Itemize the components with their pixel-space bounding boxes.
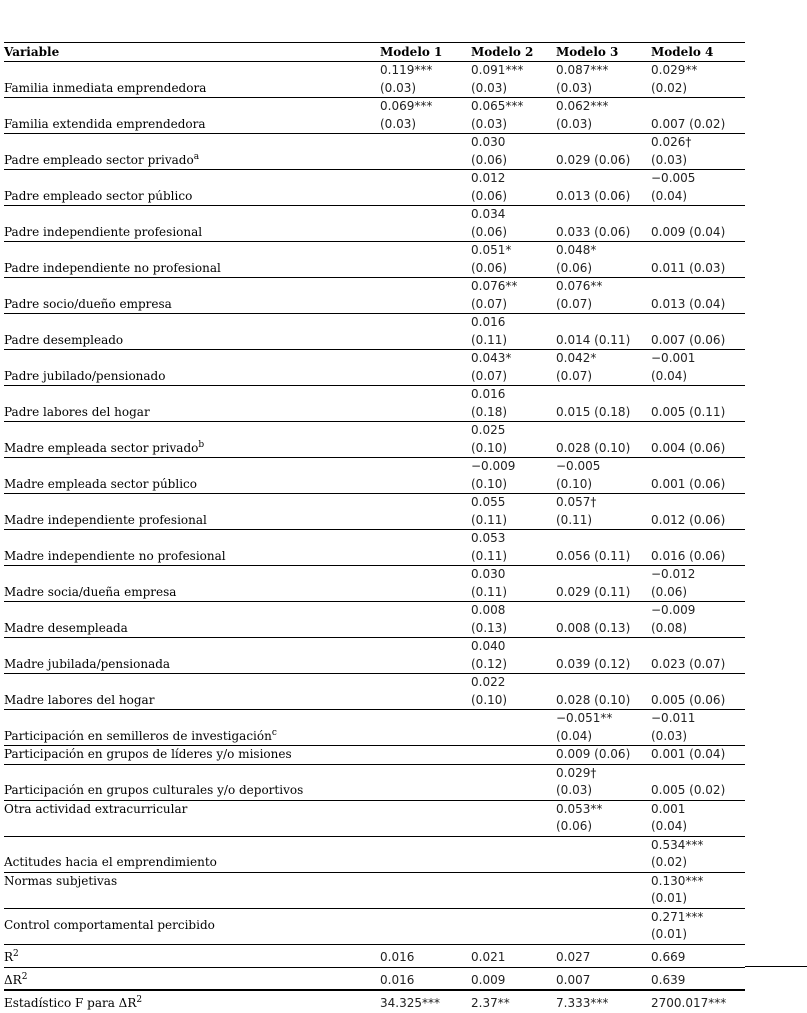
modelo-3-value: 0.056 (0.11) [556, 548, 631, 563]
modelo-1-value [380, 746, 471, 765]
variable-label-cell [4, 314, 380, 350]
modelo-1-value: 0.069*** (0.03) [380, 99, 433, 131]
variable-label-cell [4, 908, 380, 944]
stat-row [4, 967, 745, 990]
modelo-2-value: 0.034 (0.06) [471, 207, 508, 239]
modelo-4-value: 0.534*** (0.02) [651, 837, 704, 869]
table-row [4, 746, 745, 765]
modelo-4-value: −0.009 (0.08) [651, 603, 696, 635]
modelo-1-value: 0.016 [380, 950, 415, 964]
modelo-1-value [380, 674, 471, 710]
modelo-2-value: 0.012 (0.06) [471, 171, 508, 203]
modelo-3-value: 0.013 (0.06) [556, 188, 631, 203]
variable-label-cell [4, 566, 380, 602]
variable-label-cell [4, 674, 380, 710]
modelo-3-value: 0.028 (0.10) [556, 692, 631, 707]
modelo-1-value [380, 800, 471, 836]
modelo-3-value: −0.005 (0.10) [556, 459, 601, 491]
variable-label: Actitudes hacia el emprendimiento [4, 855, 217, 869]
modelo-2-value: 0.053 (0.11) [471, 531, 508, 563]
modelo-4-value: −0.012 (0.06) [651, 567, 696, 599]
modelo-1-value [380, 764, 471, 800]
table-row [4, 134, 745, 170]
modelo-4-value: 0.016 (0.06) [651, 548, 726, 563]
modelo-1-value [380, 602, 471, 638]
variable-label: Familia inmediata emprendedora [4, 80, 207, 95]
modelo-4-value: 0.001 (0.06) [651, 476, 726, 491]
modelo-2-value: 0.051* (0.06) [471, 243, 512, 275]
modelo-4-value: 0.007 (0.02) [651, 116, 726, 131]
modelo-4-value: 0.271*** (0.01) [651, 909, 704, 941]
modelo-4-value: 0.001 (0.04) [651, 747, 726, 761]
variable-label-cell [4, 710, 380, 746]
modelo-3-value: 0.014 (0.11) [556, 332, 631, 347]
modelo-3-value: 0.027 [556, 950, 591, 964]
modelo-2-value: 0.030 (0.11) [471, 567, 508, 599]
modelo-4-value: 0.009 (0.04) [651, 224, 726, 239]
modelo-4-value: 0.669 [651, 950, 686, 964]
modelo-2-value [471, 836, 556, 872]
modelo-4-value: 0.023 (0.07) [651, 656, 726, 671]
table-row [4, 602, 745, 638]
modelo-3-value: −0.051** (0.04) [556, 711, 613, 743]
modelo-2-value: 0.025 (0.10) [471, 423, 508, 455]
variable-label-cell [4, 170, 380, 206]
modelo-3-value: 0.053** (0.06) [556, 801, 603, 833]
modelo-2-value [471, 710, 556, 746]
header-variable: Variable [4, 44, 60, 59]
modelo-1-value: 0.016 [380, 973, 415, 987]
modelo-4-value: 0.005 (0.11) [651, 404, 726, 419]
variable-label-cell [4, 206, 380, 242]
modelo-2-value: 0.030 (0.06) [471, 135, 508, 167]
variable-label: Madre empleada sector privado [4, 440, 199, 455]
modelo-2-value: 0.009 [471, 973, 506, 987]
modelo-2-value: 0.076** (0.07) [471, 279, 518, 311]
table-row [4, 764, 745, 800]
variable-label-cell [4, 746, 380, 765]
modelo-3-value: 0.007 [556, 973, 591, 987]
header-modelo-1: Modelo 1 [380, 44, 443, 59]
variable-label-cell [4, 278, 380, 314]
modelo-4-value: −0.005 (0.04) [651, 171, 696, 203]
modelo-3-value: 0.029† (0.03) [556, 765, 597, 797]
variable-label: Madre independiente profesional [4, 512, 207, 527]
modelo-3-value: 0.057† (0.11) [556, 495, 597, 527]
modelo-3-value: 0.015 (0.18) [556, 404, 631, 419]
table-row [4, 710, 745, 746]
variable-label-cell [4, 836, 380, 872]
modelo-2-value: 0.016 (0.18) [471, 387, 508, 419]
variable-label-cell [4, 458, 380, 494]
modelo-4-value: 0.011 (0.03) [651, 260, 726, 275]
table-row [4, 800, 745, 836]
variable-label: Madre socia/dueña empresa [4, 584, 177, 599]
variable-label: Participación en semilleros de investigación [4, 728, 272, 743]
modelo-4-value: 0.013 (0.04) [651, 296, 726, 311]
modelo-4-value: 0.005 (0.02) [651, 783, 726, 797]
table-row [4, 638, 745, 674]
modelo-1-value [380, 206, 471, 242]
modelo-3-value [556, 836, 651, 872]
footnote-superscript: 2 [136, 995, 143, 1005]
modelo-4-value: 0.029** (0.02) [651, 63, 698, 95]
variable-label: Normas subjetivas [4, 873, 118, 888]
modelo-1-value [380, 386, 471, 422]
variable-label-cell [4, 242, 380, 278]
modelo-2-value: 0.040 (0.12) [471, 639, 508, 671]
modelo-2-value: 0.016 (0.11) [471, 315, 508, 347]
variable-label: Control comportamental percibido [4, 918, 215, 933]
header-row [4, 43, 745, 62]
modelo-4-value: −0.011 (0.03) [651, 711, 696, 743]
variable-label-cell [4, 872, 380, 908]
table-row [4, 674, 745, 710]
variable-label: Padre empleado sector privado [4, 152, 194, 167]
modelo-4-value: 0.005 (0.06) [651, 692, 726, 707]
variable-label: Padre socio/dueño empresa [4, 296, 172, 311]
modelo-3-value: 0.039 (0.12) [556, 656, 631, 671]
regression-table [4, 42, 745, 1013]
modelo-4-value: 0.130*** (0.01) [651, 873, 704, 905]
variable-label-cell [4, 602, 380, 638]
modelo-2-value: 0.022 (0.10) [471, 675, 508, 707]
modelo-2-value: 0.091*** (0.03) [471, 63, 524, 95]
variable-label-cell [4, 62, 380, 98]
modelo-4-value: 0.639 [651, 973, 686, 987]
footnote-superscript: 2 [13, 949, 19, 959]
variable-label-cell [4, 134, 380, 170]
modelo-3-value: 0.087*** (0.03) [556, 63, 609, 95]
modelo-4-value: 0.026† (0.03) [651, 135, 692, 167]
table-row [4, 530, 745, 566]
modelo-3-value: 0.029 (0.11) [556, 584, 631, 599]
variable-label-cell [4, 967, 380, 990]
variable-label: Padre independiente no profesional [4, 260, 221, 275]
variable-label-cell [4, 800, 380, 836]
divider-line [745, 966, 807, 967]
modelo-1-value [380, 350, 471, 386]
variable-label: Participación en grupos de líderes y/o misiones [4, 747, 292, 761]
modelo-2-value [471, 764, 556, 800]
table-row [4, 170, 745, 206]
modelo-1-value [380, 908, 471, 944]
modelo-1-value [380, 836, 471, 872]
variable-label: Padre empleado sector público [4, 188, 193, 203]
table-row [4, 872, 745, 908]
table-bottom-rule [4, 989, 745, 990]
variable-label: Madre desempleada [4, 620, 128, 635]
variable-label-cell [4, 350, 380, 386]
modelo-4-value: 0.004 (0.06) [651, 440, 726, 455]
variable-label: Participación en grupos culturales y/o deportivos [4, 783, 304, 797]
modelo-4-value: 0.012 (0.06) [651, 512, 726, 527]
table-row [4, 422, 745, 458]
modelo-1-value [380, 278, 471, 314]
stat-row [4, 944, 745, 967]
modelo-1-value: 34.325*** [380, 996, 440, 1010]
variable-label-cell [4, 386, 380, 422]
modelo-4-value: −0.001 (0.04) [651, 351, 696, 383]
variable-label: Padre jubilado/pensionado [4, 368, 166, 383]
variable-label: R [4, 950, 14, 964]
modelo-2-value: 2.37** [471, 996, 510, 1010]
modelo-1-value [380, 422, 471, 458]
variable-label-cell [4, 944, 380, 967]
table-row [4, 494, 745, 530]
variable-label: Madre independiente no profesional [4, 548, 226, 563]
modelo-3-value: 0.008 (0.13) [556, 620, 631, 635]
table-row [4, 62, 745, 98]
modelo-1-value [380, 494, 471, 530]
variable-label: Familia extendida emprendedora [4, 116, 206, 131]
modelo-2-value: 0.043* (0.07) [471, 351, 512, 383]
variable-label: Madre labores del hogar [4, 692, 155, 707]
modelo-2-value: 0.065*** (0.03) [471, 99, 524, 131]
modelo-1-value [380, 566, 471, 602]
modelo-3-value: 0.076** (0.07) [556, 279, 603, 311]
modelo-3-value: 0.028 (0.10) [556, 440, 631, 455]
stat-row [4, 990, 745, 1013]
modelo-2-value: 0.008 (0.13) [471, 603, 508, 635]
variable-label: Madre jubilada/pensionada [4, 656, 171, 671]
modelo-1-value [380, 530, 471, 566]
variable-label-cell [4, 98, 380, 134]
table-row [4, 278, 745, 314]
modelo-2-value: 0.021 [471, 950, 506, 964]
modelo-3-value [556, 872, 651, 908]
modelo-1-value [380, 314, 471, 350]
modelo-4-value: 0.007 (0.06) [651, 332, 726, 347]
modelo-3-value: 0.009 (0.06) [556, 747, 631, 761]
variable-label-cell [4, 530, 380, 566]
modelo-2-value: 0.055 (0.11) [471, 495, 508, 527]
table-row [4, 98, 745, 134]
modelo-3-value: 0.062*** (0.03) [556, 99, 609, 131]
variable-label: Madre empleada sector público [4, 476, 197, 491]
variable-label-cell [4, 990, 380, 1013]
table-row [4, 314, 745, 350]
modelo-3-value [556, 908, 651, 944]
variable-label-cell [4, 494, 380, 530]
modelo-2-value: −0.009 (0.10) [471, 459, 516, 491]
variable-label-cell [4, 638, 380, 674]
table-row [4, 386, 745, 422]
modelo-3-value: 0.042* (0.07) [556, 351, 597, 383]
variable-label: Padre desempleado [4, 332, 124, 347]
table-row [4, 836, 745, 872]
footnote-superscript: 2 [21, 972, 28, 982]
modelo-1-value [380, 134, 471, 170]
modelo-3-value: 0.033 (0.06) [556, 224, 631, 239]
modelo-4-value: 2700.017*** [651, 996, 727, 1010]
modelo-1-value [380, 170, 471, 206]
modelo-4-value: 0.001 (0.04) [651, 801, 688, 833]
modelo-1-value [380, 638, 471, 674]
modelo-1-value [380, 710, 471, 746]
modelo-2-value [471, 908, 556, 944]
table-row [4, 908, 745, 944]
table-row [4, 206, 745, 242]
variable-label: Padre independiente profesional [4, 224, 203, 239]
header-modelo-2: Modelo 2 [471, 44, 534, 59]
variable-label-cell [4, 422, 380, 458]
footnote-superscript: b [198, 439, 205, 450]
modelo-3-value: 7.333*** [556, 996, 609, 1010]
header-modelo-3: Modelo 3 [556, 44, 619, 59]
modelo-1-value [380, 872, 471, 908]
modelo-2-value [471, 746, 556, 765]
modelo-2-value [471, 872, 556, 908]
modelo-1-value [380, 458, 471, 494]
table-row [4, 350, 745, 386]
variable-label-cell [4, 764, 380, 800]
table-row [4, 242, 745, 278]
modelo-3-value: 0.029 (0.06) [556, 152, 631, 167]
footnote-superscript: c [271, 727, 277, 738]
modelo-3-value: 0.048* (0.06) [556, 243, 597, 275]
footnote-superscript: a [193, 151, 200, 162]
table-row [4, 458, 745, 494]
table-row [4, 566, 745, 602]
variable-label: Padre labores del hogar [4, 404, 150, 419]
header-modelo-4: Modelo 4 [651, 44, 714, 59]
variable-label: ΔR [4, 973, 22, 987]
modelo-2-value [471, 800, 556, 836]
modelo-1-value: 0.119*** (0.03) [380, 63, 433, 95]
variable-label: Estadístico F para ΔR [4, 996, 137, 1010]
variable-label: Otra actividad extracurricular [4, 801, 188, 816]
modelo-1-value [380, 242, 471, 278]
